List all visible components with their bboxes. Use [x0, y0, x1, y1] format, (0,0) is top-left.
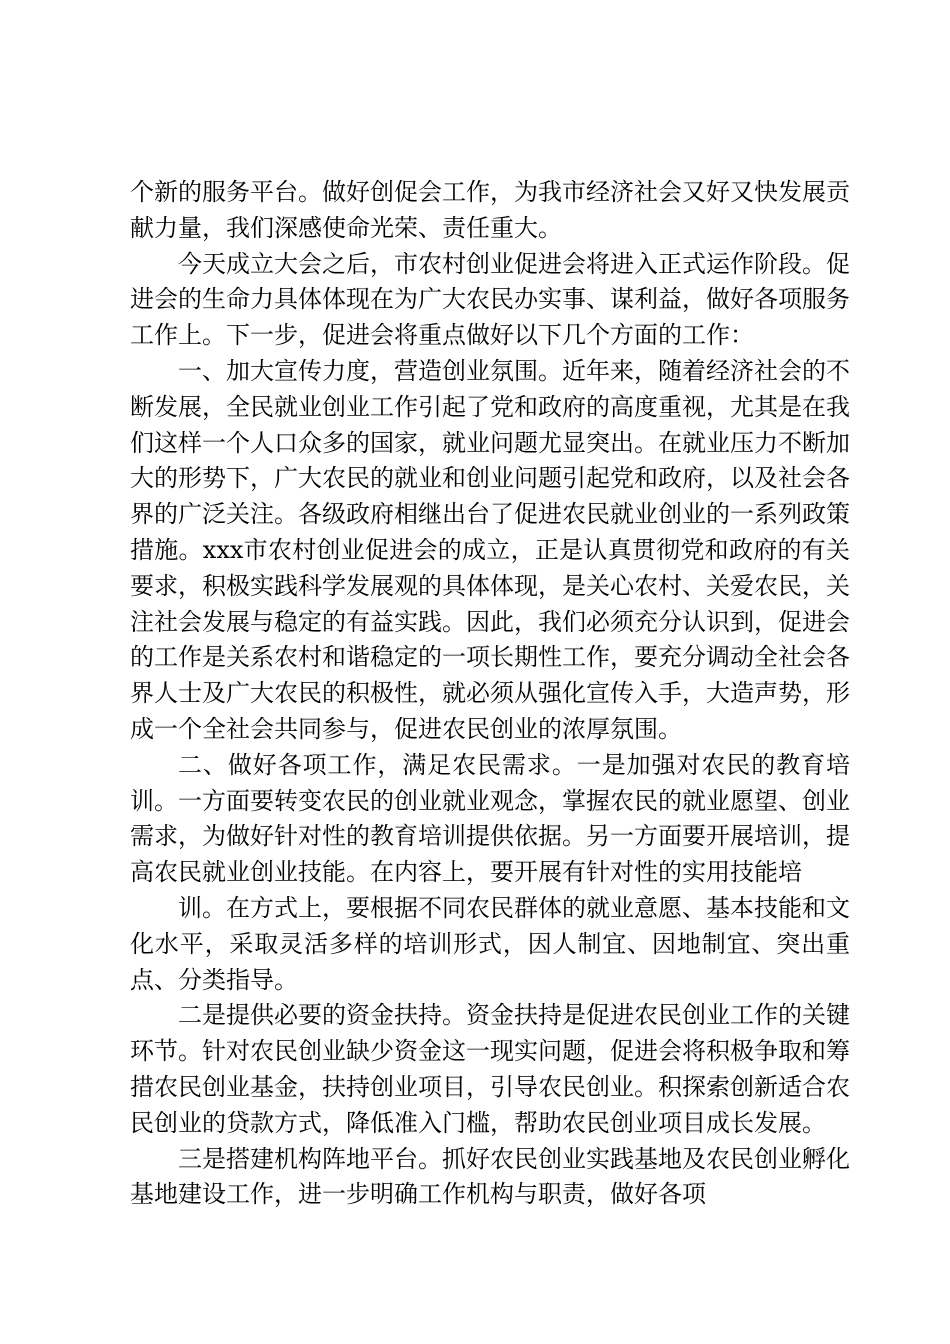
- paragraph-intro: 今天成立大会之后，市农村创业促进会将进入正式运作阶段。促进会的生命力具体体现在为广大农民办实事、谋利益，做好各项服务工作上。下一步，促进会将重点做好以下几个方面的工作：: [130, 249, 850, 350]
- paragraph-section-one: 一、加大宣传力度，营造创业氛围。近年来，随着经济社会的不断发展，全民就业创业工作引起了党和政府的高度重视，尤其是在我们这样一个人口众多的国家，就业问题尤显突出。在就业压力不断加大的形势下，广大农民的就业和创业问题引起党和政府，以及社会各界的广泛关注。各级政府相继出台了促进农民就业创业的一系列政策措施。xxx市农村创业促进会的成立，正是认真贯彻党和政府的有关要求，积极实践科学发展观的具体体现，是关心农村、关爱农民，关注社会发展与稳定的有益实践。因此，我们必须充分认识到，促进会的工作是关系农村和谐稳定的一项长期性工作，要充分调动全社会各界人士及广大农民的积极性，就必须从强化宣传入手，大造声势，形成一个全社会共同参与，促进农民创业的浓厚氛围。: [130, 356, 850, 743]
- document-body: [130, 175, 850, 1213]
- paragraph-training-continued: 训。在方式上，要根据不同农民群体的就业意愿、基本技能和文化水平，采取灵活多样的培训形式，因人制宜、因地制宜、突出重点、分类指导。: [130, 893, 850, 994]
- paragraph-funding-support: 二是提供必要的资金扶持。资金扶持是促进农民创业工作的关键环节。针对农民创业缺少资金这一现实问题，促进会将积极争取和筹措农民创业基金，扶持创业项目，引导农民创业。积探索创新适合农民创业的贷款方式，降低准入门槛，帮助农民创业项目成长发展。: [130, 1001, 850, 1137]
- paragraph-section-two: 二、做好各项工作，满足农民需求。一是加强对农民的教育培训。一方面要转变农民的创业就业观念，掌握农民的就业愿望、创业需求，为做好针对性的教育培训提供依据。另一方面要开展培训，提高农民就业创业技能。在内容上，要开展有针对性的实用技能培: [130, 750, 850, 887]
- paragraph-continuation: 个新的服务平台。做好创促会工作，为我市经济社会又好又快发展贡献力量，我们深感使命光荣、责任重大。: [130, 178, 850, 242]
- paragraph-platform-building: 三是搭建机构阵地平台。抓好农民创业实践基地及农民创业孵化基地建设工作，进一步明确工作机构与职责，做好各项: [130, 1144, 850, 1209]
